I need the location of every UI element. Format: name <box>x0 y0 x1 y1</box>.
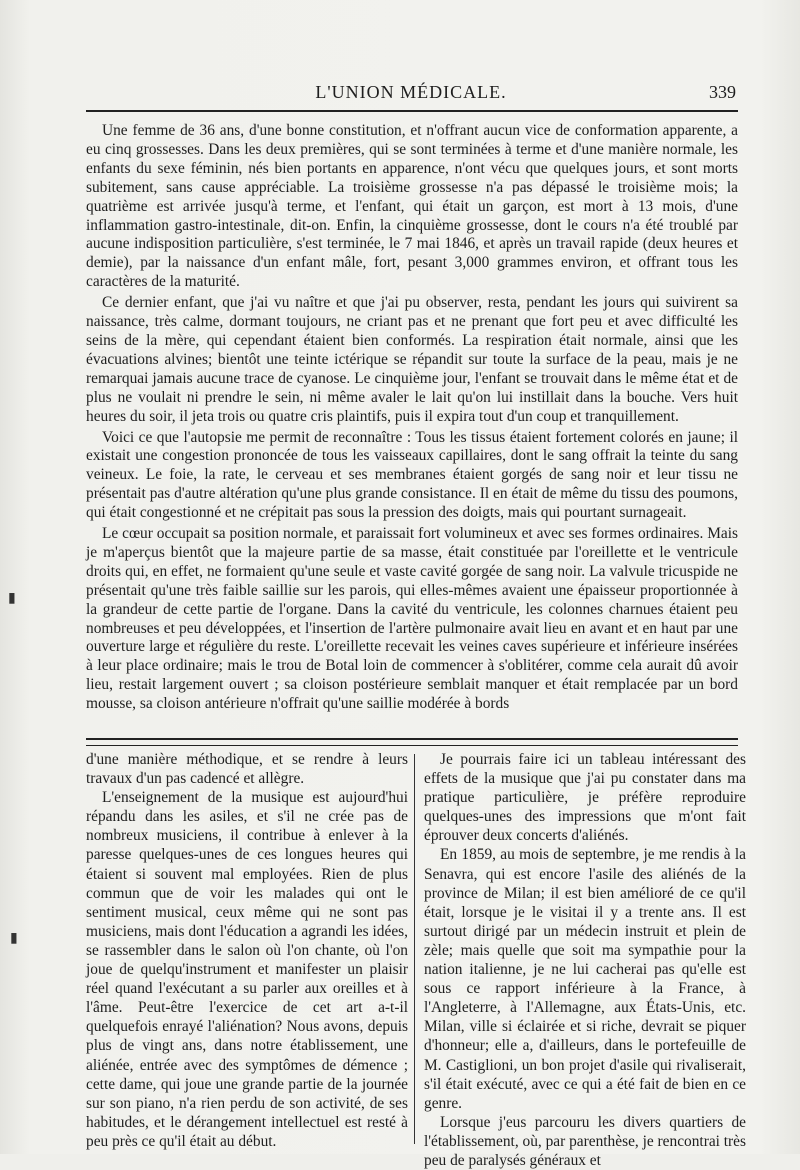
main-paragraph: Le cœur occupait sa position normale, et paraissait fort volumineux et avec ses formes ordinaires. Mais je m'aperçus bientôt que la majeure partie de sa masse, était constituée par l'oreillette et le ventricule droits qui, en effet, ne formaient qu'une seule et vaste cavité gorgée de sang noir. La valvule tricuspide ne présentait qu'une très faible saillie sur les parois, qui elles-mêmes avaient une épaisseur proportionnée à la grandeur de cette partie de l'organe. Dans la cavité du ventricule, les colonnes charnues étaient peu nombreuses et peu développées, et l'insertion de l'artère pulmonaire avait lieu en avant et en haut par une ouverture large et régulière du reste. L'oreillette recevait les veines caves supérieure et inférieure insérées à leur place ordinaire; mais le trou de Botal loin de commencer à s'oblitérer, comme cela aurait dû avoir lieu, restait largement ouvert ; sa cloison postérieure semblait manquer et était remplacée par un bord mousse, sa cloison antérieure n'offrait qu'une saillie modérée à bords <box>86 525 738 713</box>
main-paragraph: Une femme de 36 ans, d'une bonne constitution, et n'offrant aucun vice de conformation apparente, a eu cinq grossesses. Dans les deux premières, qui se sont terminées à terme et d'une manière normale, les enfants du sexe féminin, nés bien portants en apparence, n'ont vécu que quelques jours, et sont morts subitement, sans cause appréciable. La troisième grossesse n'a pas dépassé le troisième mois; la quatrième est arrivée jusqu'à terme, et l'enfant, qui était un garçon, est mort à 13 mois, d'une inflammation gastro-intestinale, dit-on. Enfin, la cinquième grossesse, dont le cours n'a été troublé par aucune indisposition particulière, s'est terminée, le 7 mai 1846, et après un travail rapide (deux heures et demie), par la naissance d'un enfant mâle, fort, pesant 3,000 grammes environ, et offrant tous les caractères de la maturité. <box>86 122 738 291</box>
feuilleton-right-column <box>424 750 746 1170</box>
feuilleton-separator <box>86 738 738 746</box>
column-paragraph: En 1859, au mois de septembre, je me rendis à la Senavra, qui est encore l'asile des aliénés de la province de Milan; il est bien amélioré de ce qu'il était, lorsque je le visitai il y a trente ans. Il est surtout dirigé par un médecin instruit et plein de zèle; mais quelle que soit ma sympathie pour la nation italienne, je ne lui cacherai pas qu'elle est sous ce rapport inférieure à la France, à l'Angleterre, à l'Allemagne, aux États-Unis, etc. Milan, ville si éclairée et si riche, devrait se piquer d'honneur; elle a, d'ailleurs, dans le portefeuille de M. Castiglioni, un bon projet d'asile qui rivaliserait, s'il était exécuté, avec ce qui a été fait de bien en ce genre. <box>424 846 746 1112</box>
column-paragraph: d'une manière méthodique, et se rendre à leurs travaux d'un pas cadencé et allègre. <box>86 751 408 788</box>
page-header <box>86 80 736 108</box>
scan-edge-mark: ▮ <box>8 590 16 606</box>
column-divider <box>414 754 415 1144</box>
main-paragraph: Ce dernier enfant, que j'ai vu naître et que j'ai pu observer, resta, pendant les jours qui suivirent sa naissance, très calme, dormant toujours, ne criant pas et ne prenant que fort peu et avec difficulté les seins de la mère, qui cependant étaient bien conformés. La respiration était normale, ainsi que les évacuations alvines; bientôt une teinte ictérique se répandit sur toute la surface de la peau, mais je ne remarquai jamais aucune trace de cyanose. Le cinquième jour, l'enfant se trouvait dans le même état et de plus ne voulait ni prendre le sein, ni même avaler le lait qu'on lui instillait dans la bouche. Vers huit heures du soir, il jeta trois ou quatre cris plaintifs, puis il expira tout d'un coup et tranquillement. <box>86 294 738 425</box>
page-number: 339 <box>709 82 736 102</box>
journal-title: L'UNION MÉDICALE. <box>315 82 507 102</box>
main-article <box>86 122 738 714</box>
column-paragraph: Lorsque j'eus parcouru les divers quartiers de l'établissement, où, par parenthèse, je rencontrai très peu de paralysés généraux et <box>424 1113 747 1169</box>
scan-edge-mark: ▮ <box>10 930 18 946</box>
header-rule <box>86 110 738 112</box>
column-paragraph: L'enseignement de la musique est aujourd'hui répandu dans les asiles, et s'il ne crée pas de nombreux musiciens, il contribue à enlever à la paresse quelques-unes de ces longues heures qui étaient si souvent mal employées. Rien de plus commun que de voir les malades qui ont le sentiment musical, ceux même qui ne sont pas musiciens, mais dont l'éducation a agrandi les idées, se rassembler dans le salon où l'on chante, où l'on joue de quelqu'instrument et manifester un plaisir réel quand l'exécutant a su parler aux oreilles et à l'âme. Peut-être l'exercice de cet art a-t-il quelquefois enrayé l'aliénation? Nous avons, depuis plus de vingt ans, dans notre établissement, une aliénée, entrée avec des symptômes de démence ; cette dame, qui joue une grande partie de la journée sur son piano, n'a rien perdu de son activité, de ses habitudes, et le dérangement intellectuel est resté à peu près ce qu'il était au début. <box>86 789 408 1150</box>
main-paragraph: Voici ce que l'autopsie me permit de reconnaître : Tous les tissus étaient fortement colorés en jaune; il existait une congestion prononcée de tous les vaisseaux capillaires, dont le sang offrait la teinte du sang veineux. Le foie, la rate, le cerveau et ses membranes étaient gorgés de sang noir et leur tissu ne présentait pas d'autre altération qu'une plus grande consistance. Il en était de même du tissu des poumons, qui était congestionné et ne crépitait pas sous la pression des doigts, mais qui pourtant surnageait. <box>86 428 738 522</box>
feuilleton-left-column <box>86 750 408 1151</box>
column-paragraph: Je pourrais faire ici un tableau intéressant des effets de la musique que j'ai pu constater dans ma pratique particulière, je préfère reproduire quelques-unes des impressions que m'ont fait éprouver deux concerts d'aliénés. <box>424 751 746 845</box>
